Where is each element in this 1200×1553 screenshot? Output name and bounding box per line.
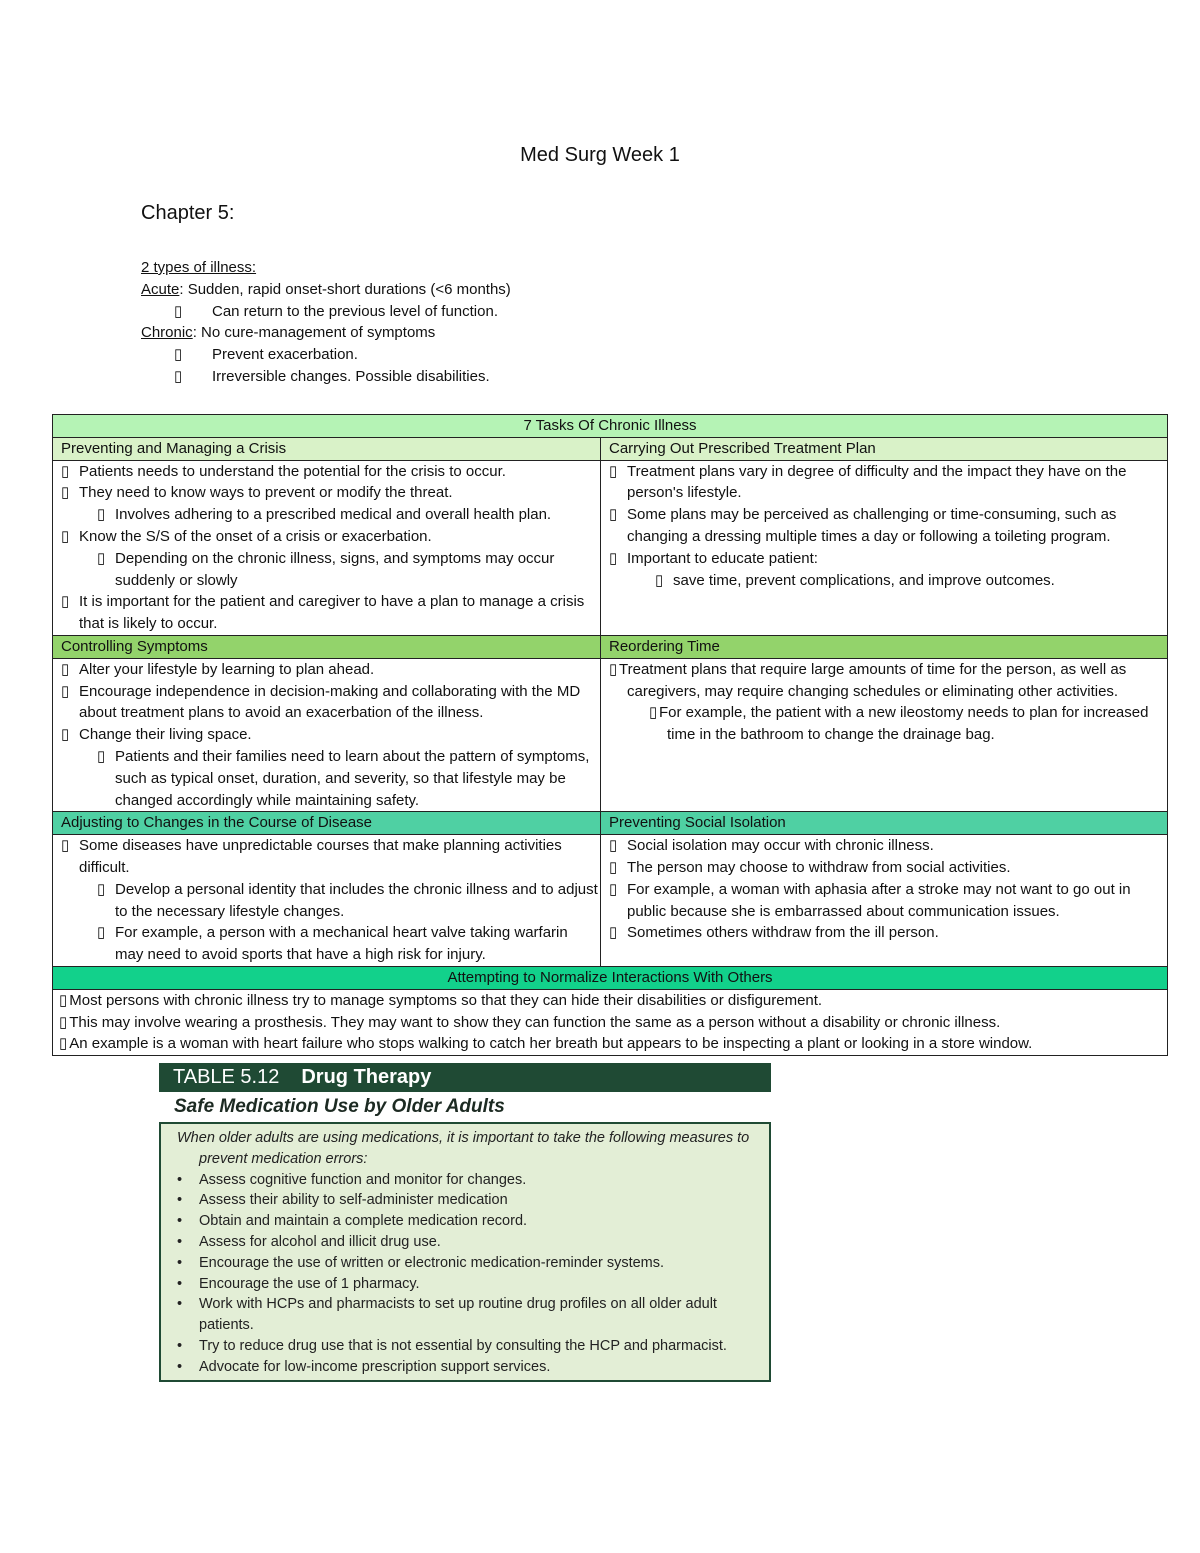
normalize-heading: Attempting to Normalize Interactions With Others [53, 966, 1168, 989]
chronic-text: : No cure-management of symptoms [192, 324, 436, 342]
tasks-table-title: 7 Tasks Of Chronic Illness [53, 415, 1168, 438]
acute-text: : Sudden, rapid onset-short durations (<6 months) [179, 280, 511, 298]
bullet-dot-icon: • [177, 1296, 183, 1313]
chronic-line [141, 322, 511, 344]
bullet-icon: ▯ [609, 462, 618, 480]
drug-table-item [177, 1294, 761, 1336]
list-item [609, 461, 1167, 505]
bullet-dot-icon: • [177, 1233, 183, 1250]
bullet-icon: ▯ [61, 527, 70, 545]
page-title: Med Surg Week 1 [520, 144, 680, 166]
list-item-text: Depending on the chronic illness, signs, and symptoms may occur suddenly or slowly [115, 549, 555, 589]
list-item [59, 1033, 1167, 1055]
drug-table-item-text: Work with HCPs and pharmacists to set up routine drug profiles on all older adult patients. [199, 1296, 717, 1334]
list-item [609, 702, 1167, 746]
drug-table-number: TABLE 5.12 [173, 1066, 280, 1088]
drug-table-item-text: Advocate for low-income prescription support services. [199, 1358, 551, 1375]
drug-table-item [177, 1211, 761, 1232]
list-item [59, 990, 1167, 1012]
crisis-heading: Preventing and Managing a Crisis [53, 437, 601, 460]
symptoms-cell [53, 658, 601, 812]
bullet-dot-icon: • [177, 1358, 183, 1375]
isolation-cell [601, 835, 1168, 967]
list-item-text: Patients and their families need to learn about the pattern of symptoms, such as typical onset, duration, and severity, so that lifestyle may be changed accordingly while maintaining safety. [115, 747, 590, 809]
adjusting-cell [53, 835, 601, 967]
bullet-icon: ▯ [609, 858, 618, 876]
list-item-text: This may involve wearing a prosthesis. They may want to show they can function the same as a person without a disability or chronic illness. [69, 1013, 1001, 1031]
bullet-dot-icon: • [177, 1337, 183, 1354]
drug-table-subtitle: Safe Medication Use by Older Adults [174, 1096, 505, 1117]
list-item-text: For example, a person with a mechanical heart valve taking warfarin may need to avoid sports that have a high risk for injury. [115, 924, 568, 964]
bullet-icon: ▯ [59, 1013, 68, 1031]
list-item [61, 504, 600, 526]
illness-types-section [141, 257, 511, 388]
list-item [609, 570, 1167, 592]
acute-point: ▯ Can return to the previous level of function. [141, 301, 511, 323]
drug-table-item-text: Assess cognitive function and monitor for changes. [199, 1171, 527, 1188]
bullet-icon: ▯ [61, 593, 70, 611]
bullet-icon: ▯ [609, 880, 618, 898]
bullet-icon: ▯ [97, 747, 106, 765]
drug-table-item-text: Encourage the use of written or electronic medication-reminder systems. [199, 1254, 665, 1271]
list-item [59, 1012, 1167, 1034]
list-item [61, 591, 600, 635]
bullet-icon: ▯ [174, 367, 183, 385]
treatment-heading: Carrying Out Prescribed Treatment Plan [601, 437, 1168, 460]
bullet-dot-icon: • [177, 1213, 183, 1230]
chronic-point: ▯ Irreversible changes. Possible disabilities. [141, 366, 511, 388]
list-item [61, 922, 600, 966]
list-item-text: Patients needs to understand the potential for the crisis to occur. [79, 462, 506, 480]
list-item-text: Sometimes others withdraw from the ill person. [627, 924, 939, 942]
list-item [61, 746, 600, 811]
bullet-icon: ▯ [174, 346, 183, 364]
chronic-illness-tasks-table [52, 414, 1168, 1056]
list-item [609, 659, 1167, 703]
list-item-text: save time, prevent complications, and improve outcomes. [673, 571, 1055, 589]
bullet-icon: ▯ [59, 991, 68, 1009]
drug-table-item-text: Assess for alcohol and illicit drug use. [199, 1233, 441, 1250]
bullet-icon: ▯ [609, 837, 618, 855]
list-item [61, 461, 600, 483]
reordering-cell [601, 658, 1168, 812]
list-item [609, 835, 1167, 857]
list-item-text: Encourage independence in decision-making and collaborating with the MD about treatment plans to avoid an exacerbation of the illness. [79, 682, 581, 722]
bullet-dot-icon: • [177, 1171, 183, 1188]
list-item [609, 879, 1167, 923]
drug-table-body [159, 1122, 771, 1382]
drug-table-banner [159, 1063, 771, 1092]
drug-table-name: Drug Therapy [301, 1066, 432, 1088]
chapter-heading: Chapter 5: [141, 202, 235, 224]
chronic-point: ▯ Prevent exacerbation. [141, 344, 511, 366]
list-item-text: Some diseases have unpredictable courses that make planning activities difficult. [79, 837, 562, 876]
drug-table-item [177, 1274, 761, 1295]
symptoms-heading: Controlling Symptoms [53, 635, 601, 658]
drug-table-item [177, 1170, 761, 1191]
bullet-icon: ▯ [97, 880, 106, 898]
acute-line [141, 279, 511, 301]
bullet-icon: ▯ [59, 1035, 68, 1053]
list-item-text: Most persons with chronic illness try to manage symptoms so that they can hide their disabilities or disfigurement. [69, 991, 823, 1009]
list-item-text: For example, a woman with aphasia after a stroke may not want to go out in public because she is embarrassed about communication issues. [627, 880, 1131, 920]
reordering-heading: Reordering Time [601, 635, 1168, 658]
drug-table-item [177, 1253, 761, 1274]
list-item [609, 857, 1167, 879]
bullet-icon: ▯ [174, 302, 183, 320]
list-item [609, 922, 1167, 944]
bullet-icon: ▯ [61, 484, 70, 502]
bullet-dot-icon: • [177, 1192, 183, 1209]
drug-table-item-text: Assess their ability to self-administer medication [199, 1192, 508, 1209]
chronic-label: Chronic [141, 324, 193, 342]
drug-table-item [177, 1190, 761, 1211]
drug-table-item-text: Try to reduce drug use that is not essential by consulting the HCP and pharmacist. [199, 1337, 727, 1354]
adjusting-heading: Adjusting to Changes in the Course of Disease [53, 812, 601, 835]
bullet-icon: ▯ [97, 924, 106, 942]
drug-table-intro: When older adults are using medications, it is important to take the following measures to prevent medication errors: [177, 1130, 750, 1167]
list-item [61, 659, 600, 681]
drug-table-item-text: Obtain and maintain a complete medication record. [199, 1213, 528, 1230]
list-item [61, 482, 600, 504]
list-item [609, 548, 1167, 570]
list-item-text: An example is a woman with heart failure who stops walking to catch her breath but appears to be inspecting a plant or looking in a store window. [69, 1035, 1033, 1053]
bullet-icon: ▯ [61, 462, 70, 480]
list-item [61, 526, 600, 548]
bullet-icon: ▯ [609, 506, 618, 524]
list-item [61, 548, 600, 592]
list-item-text: They need to know ways to prevent or modify the threat. [79, 484, 453, 502]
list-item [61, 681, 600, 725]
bullet-dot-icon: • [177, 1275, 183, 1292]
list-item-text: Involves adhering to a prescribed medical and overall health plan. [115, 506, 552, 524]
list-item-text: It is important for the patient and caregiver to have a plan to manage a crisis that is likely to occur. [79, 593, 585, 633]
list-item-text: Treatment plans that require large amounts of time for the person, as well as caregivers, may require changing schedules or eliminating other activities. [619, 660, 1127, 700]
bullet-icon: ▯ [61, 726, 70, 744]
bullet-icon: ▯ [61, 837, 70, 855]
drug-table-item [177, 1336, 761, 1357]
list-item-text: Know the S/S of the onset of a crisis or exacerbation. [79, 527, 432, 545]
treatment-cell [601, 460, 1168, 635]
drug-table-item [177, 1232, 761, 1253]
list-item-text: Social isolation may occur with chronic illness. [627, 837, 934, 855]
drug-table-item [177, 1357, 761, 1378]
list-item-text: For example, the patient with a new ileostomy needs to plan for increased time in the bathroom to change the drainage bag. [659, 704, 1149, 744]
bullet-dot-icon: • [177, 1254, 183, 1271]
list-item [61, 724, 600, 746]
bullet-icon: ▯ [61, 682, 70, 700]
bullet-icon: ▯ [655, 571, 664, 589]
acute-label: Acute [141, 280, 180, 298]
list-item [61, 835, 600, 879]
bullet-icon: ▯ [609, 924, 618, 942]
list-item-text: Alter your lifestyle by learning to plan ahead. [79, 660, 375, 678]
list-item [61, 879, 600, 923]
crisis-cell [53, 460, 601, 635]
bullet-icon: ▯ [61, 660, 70, 678]
isolation-heading: Preventing Social Isolation [601, 812, 1168, 835]
bullet-icon: ▯ [609, 660, 618, 678]
drug-table-item-text: Encourage the use of 1 pharmacy. [199, 1275, 420, 1292]
drug-therapy-table [159, 1063, 771, 1392]
list-item-text: The person may choose to withdraw from social activities. [627, 858, 1011, 876]
bullet-icon: ▯ [97, 549, 106, 567]
bullet-icon: ▯ [609, 549, 618, 567]
list-item-text: Treatment plans vary in degree of difficulty and the impact they have on the person's lifestyle. [627, 462, 1127, 502]
illness-types-heading: 2 types of illness: [141, 259, 257, 276]
list-item-text: Develop a personal identity that includes the chronic illness and to adjust to the necessary lifestyle changes. [115, 880, 598, 920]
list-item [609, 504, 1167, 548]
bullet-icon: ▯ [97, 506, 106, 524]
list-item-text: Some plans may be perceived as challenging or time-consuming, such as changing a dressing multiple times a day or following a toileting program. [627, 506, 1117, 545]
bullet-icon: ▯ [649, 704, 658, 722]
drug-table-list [177, 1170, 761, 1378]
list-item-text: Important to educate patient: [627, 549, 818, 567]
list-item-text: Change their living space. [79, 726, 252, 744]
normalize-cell [53, 989, 1168, 1055]
